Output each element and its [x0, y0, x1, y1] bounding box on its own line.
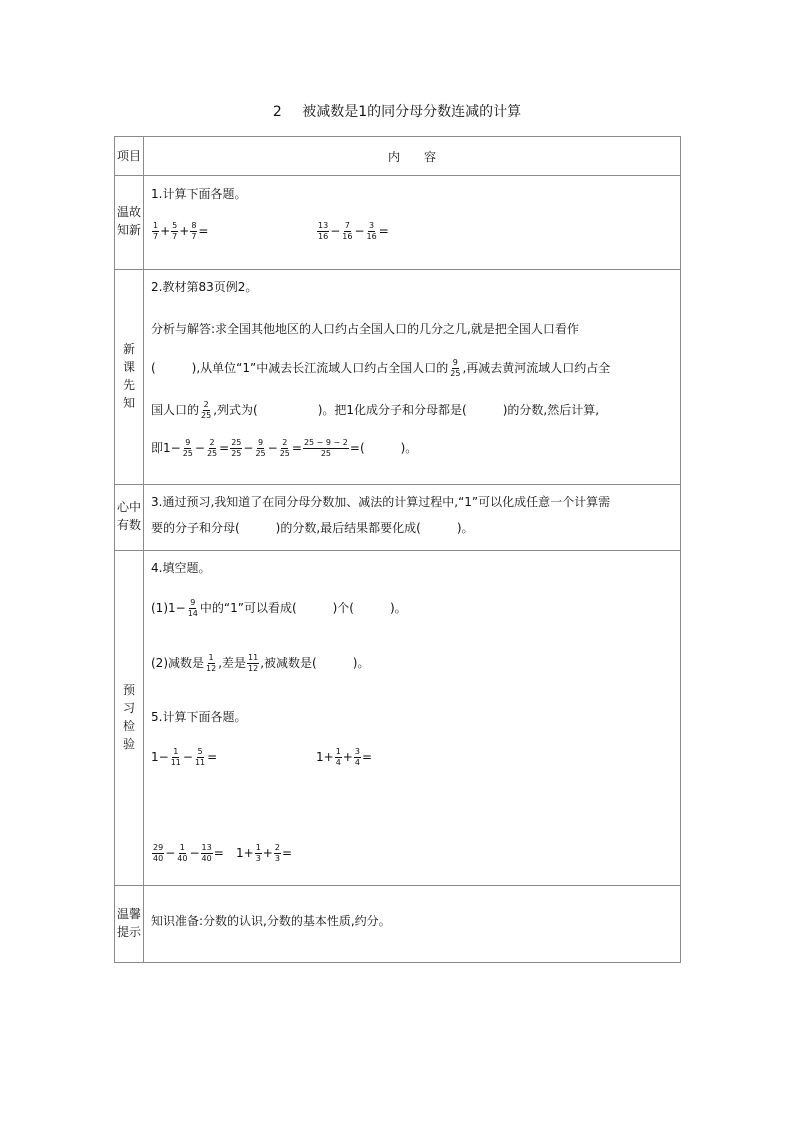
- question-2: 2.教材第83页例2。: [151, 280, 258, 294]
- label-check: 预习检验: [115, 551, 144, 886]
- analysis-line-3: 国人口的 $\frac{2}{25}$ ,列式为( )。把1化成分子和分母都是( )的分数,然后计算,: [151, 400, 600, 420]
- label-mind: 心中有数: [115, 485, 144, 551]
- question-4: 4.填空题。: [151, 561, 211, 575]
- question-4-1: (1)1− $\frac{9}{14}$ 中的“1”可以看成( )个( )。: [151, 598, 407, 618]
- header-row: [115, 137, 681, 176]
- calc-2: 1+ $\frac{1}{4}$ + $\frac{3}{4}$ =: [316, 747, 373, 767]
- row-mind: [115, 485, 681, 551]
- worksheet-table: [114, 136, 681, 963]
- content-check: [144, 551, 681, 886]
- row-tip: [115, 886, 681, 963]
- lesson-number: 2: [272, 104, 282, 120]
- row-check: [115, 551, 681, 886]
- label-review: 温故知新: [115, 176, 144, 270]
- header-content: 内 容: [144, 137, 681, 176]
- analysis-line-1: 分析与解答:求全国其他地区的人口约占全国人口的几分之几,就是把全国人口看作: [151, 322, 579, 336]
- question-4-2: (2)减数是 $\frac{1}{12}$ ,差是 $\frac{11}{12}$ ,被减数是( )。: [151, 653, 370, 673]
- row-review: [115, 176, 681, 270]
- content-review: [144, 176, 681, 270]
- calc-4: 1+ $\frac{1}{3}$ + $\frac{2}{3}$ =: [236, 843, 293, 863]
- whole-number: $\frac{1}{7}$: [153, 221, 159, 241]
- label-new: 新课先知: [115, 270, 144, 485]
- content-new: [144, 270, 681, 485]
- question-3-line-1: 3.通过预习,我知道了在同分母分数加、减法的计算过程中,“1”可以化成任意一个计算需: [151, 495, 611, 509]
- lesson-title: 被减数是1的同分母分数连减的计算: [302, 104, 522, 120]
- question-1: 1.计算下面各题。: [151, 187, 247, 201]
- analysis-line-4: 即1− $\frac{9}{25}$ − $\frac{2}{25}$ = $\frac{25}{25}$ − $\frac{9}{25}$ − $\frac{2}{25}$ = $\frac{25 - 9 - 2}{25}$ =( )。: [151, 438, 418, 458]
- question-5: 5.计算下面各题。: [151, 710, 247, 724]
- content-mind: [144, 485, 681, 551]
- expr-1: $\frac{1}{7}$ + $\frac{5}{7}$ + $\frac{8}{7}$ =: [153, 221, 209, 241]
- label-tip: 温馨提示: [115, 886, 144, 963]
- calc-3: $\frac{29}{40}$ − $\frac{1}{40}$ − $\frac{13}{40}$ =: [153, 843, 224, 863]
- row-new: [115, 270, 681, 485]
- header-item: 项目: [115, 137, 144, 176]
- page-title: [0, 101, 794, 121]
- content-tip: [144, 886, 681, 963]
- calc-1: 1− $\frac{1}{11}$ − $\frac{5}{11}$ =: [151, 747, 218, 767]
- analysis-line-2: ( ),从单位“1”中减去长江流域人口约占全国人口的 $\frac{9}{25}$ ,再减去黄河流域人口约占全: [151, 358, 611, 378]
- question-3-line-2: 要的分子和分母( )的分数,最后结果都要化成( )。: [151, 521, 474, 535]
- expr-2: $\frac{13}{16}$ − $\frac{7}{16}$ − $\frac{3}{16}$ =: [318, 221, 389, 241]
- tip-text: 知识准备:分数的认识,分数的基本性质,约分。: [151, 914, 391, 928]
